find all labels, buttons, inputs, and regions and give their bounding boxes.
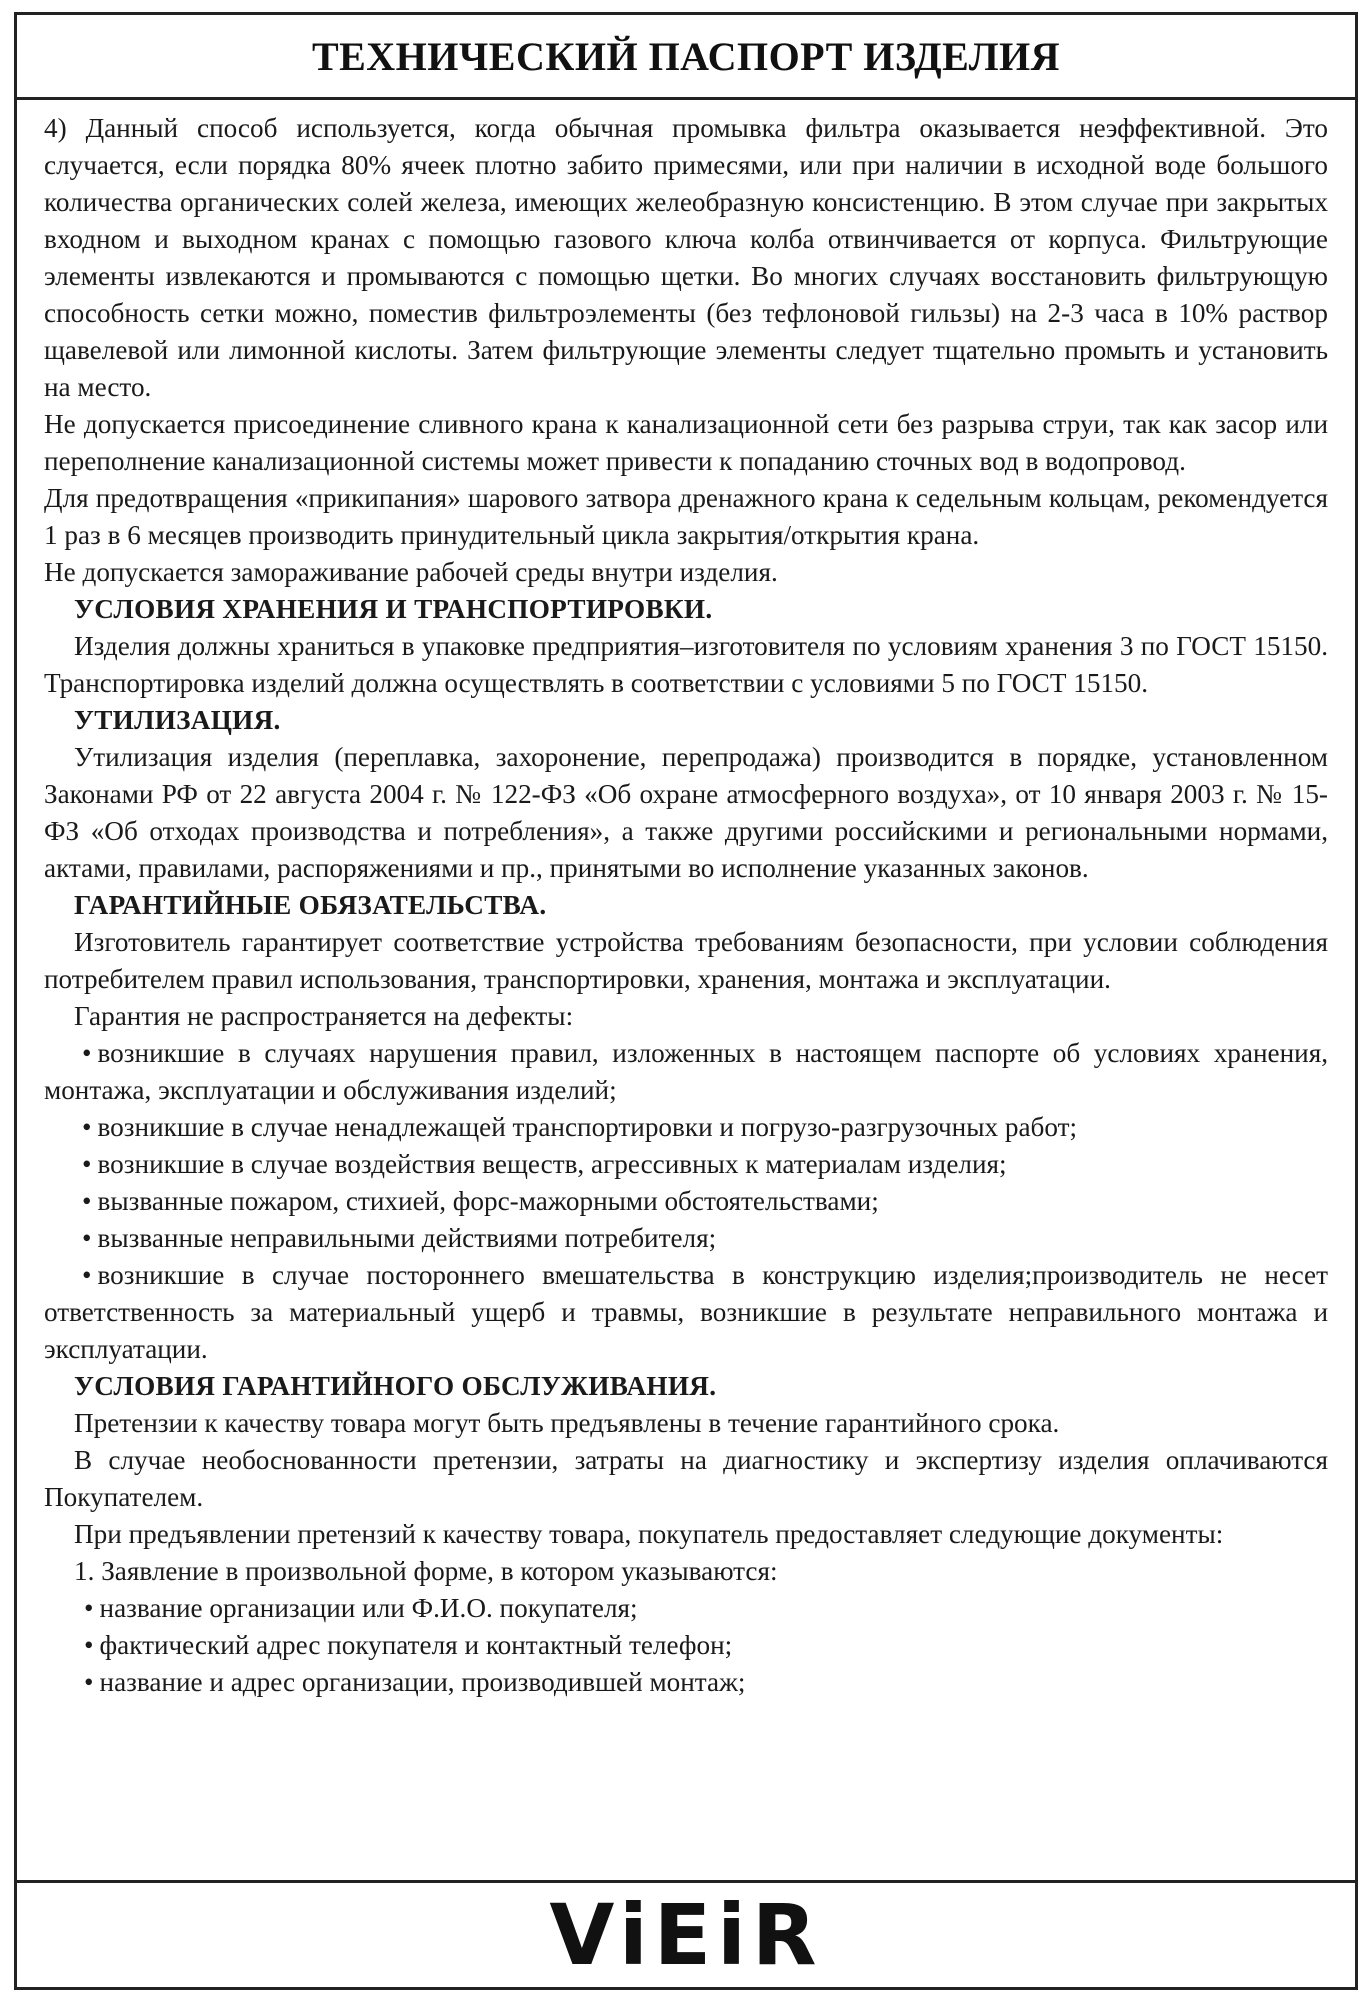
bullet-icon: • — [84, 1630, 94, 1660]
document-body — [17, 100, 1355, 1900]
service-paragraph-costs: В случае необоснованности претензии, затраты на диагностику и экспертизу изделия оплачиваются Покупателем. — [44, 1445, 1328, 1512]
title-bar — [17, 15, 1355, 100]
bullet-icon: • — [82, 1112, 92, 1142]
service-item-1: 1. Заявление в произвольной форме, в котором указываются: — [74, 1556, 778, 1586]
warranty-heading: ГАРАНТИЙНЫЕ ОБЯЗАТЕЛЬСТВА. — [74, 890, 547, 920]
warranty-exclusions-list — [44, 1035, 1328, 1368]
service-item-1-list — [44, 1590, 1328, 1701]
storage-heading: УСЛОВИЯ ХРАНЕНИЯ И ТРАНСПОРТИРОВКИ. — [74, 594, 713, 624]
footer-logo-bar — [17, 1880, 1355, 1987]
list-item: • возникшие в случае постороннего вмешательства в конструкцию изделия;производитель не несет ответственность за материальный ущерб и травмы, возникшие в результате неправильного монтажа и эксплуатации. — [44, 1260, 1328, 1364]
intro-paragraph-valve: Для предотвращения «прикипания» шарового затвора дренажного крана к седельным кольцам, рекомендуется 1 раз в 6 месяцев производить принудительный цикла закрытия/открытия крана. — [44, 483, 1328, 550]
document-page — [14, 12, 1358, 1990]
service-paragraph-term: Претензии к качеству товара могут быть предъявлены в течение гарантийного срока. — [74, 1408, 1060, 1438]
disposal-text: Утилизация изделия (переплавка, захоронение, перепродажа) производится в порядке, установленном Законами РФ от 22 августа 2004 г. № 122-ФЗ «Об охране атмосферного воздуха», от 10 января 2003 г. № 15-ФЗ «Об отходах производства и потребления», а также другими российскими и региональными нормами, актами, правилами, распоряжениями и пр., принятыми во исполнение указанных законов. — [44, 742, 1328, 883]
list-item: • возникшие в случае ненадлежащей транспортировки и погрузо-разгрузочных работ; — [82, 1112, 1078, 1142]
bullet-icon: • — [84, 1593, 94, 1623]
bullet-icon: • — [82, 1260, 92, 1290]
brand-logo: ViEiR — [549, 1886, 823, 1984]
service-paragraph-documents: При предъявлении претензий к качеству товара, покупатель предоставляет следующие документы: — [74, 1519, 1224, 1549]
bullet-icon: • — [82, 1038, 92, 1068]
list-item: • название и адрес организации, производившей монтаж; — [84, 1667, 746, 1697]
bullet-icon: • — [82, 1149, 92, 1179]
bullet-icon: • — [82, 1186, 92, 1216]
warranty-text: Изготовитель гарантирует соответствие устройства требованиям безопасности, при условии соблюдения потребителем правил использования, транспортировки, хранения, монтажа и эксплуатации. — [44, 927, 1328, 994]
disposal-heading: УТИЛИЗАЦИЯ. — [74, 705, 281, 735]
bullet-icon: • — [84, 1667, 94, 1697]
storage-text: Изделия должны храниться в упаковке предприятия–изготовителя по условиям хранения 3 по ГОСТ 15150. Транспортировка изделий должна осуществлять в соответствии с условиями 5 по ГОСТ 15150. — [44, 631, 1328, 698]
list-item: • вызванные пожаром, стихией, форс-мажорными обстоятельствами; — [82, 1186, 879, 1216]
list-item: • фактический адрес покупателя и контактный телефон; — [84, 1630, 733, 1660]
list-item: • возникшие в случаях нарушения правил, изложенных в настоящем паспорте об условиях хранения, монтажа, эксплуатации и обслуживания изделий; — [44, 1038, 1328, 1105]
list-item: • название организации или Ф.И.О. покупателя; — [84, 1593, 638, 1623]
intro-paragraph-drain: Не допускается присоединение сливного крана к канализационной сети без разрыва струи, так как засор или переполнение канализационной системы может привести к попаданию сточных вод в водопровод. — [44, 409, 1328, 476]
bullet-icon: • — [82, 1223, 92, 1253]
intro-paragraph-freezing: Не допускается замораживание рабочей среды внутри изделия. — [44, 557, 778, 587]
intro-paragraph-cleaning: 4) Данный способ используется, когда обычная промывка фильтра оказывается неэффективной. Это случается, если порядка 80% ячеек плотно забито примесями, или при наличии в исходной воде большого количества органических солей железа, имеющих желеобразную консистенцию. В этом случае при закрытых входном и выходном кранах с помощью газового ключа колба отвинчивается от корпуса. Фильтрующие элементы извлекаются и промываются с помощью щетки. Во многих случаях восстановить фильтрующую способность сетки можно, поместив фильтроэлементы (без тефлоновой гильзы) на 2-3 часа в 10% раствор щавелевой или лимонной кислоты. Затем фильтрующие элементы следует тщательно промыть и установить на место. — [44, 113, 1328, 402]
page-title: ТЕХНИЧЕСКИЙ ПАСПОРТ ИЗДЕЛИЯ — [311, 33, 1061, 79]
list-item: • вызванные неправильными действиями потребителя; — [82, 1223, 717, 1253]
list-item: • возникшие в случае воздействия веществ, агрессивных к материалам изделия; — [82, 1149, 1007, 1179]
warranty-exclusions-intro: Гарантия не распространяется на дефекты: — [74, 1001, 574, 1031]
service-heading: УСЛОВИЯ ГАРАНТИЙНОГО ОБСЛУЖИВАНИЯ. — [74, 1371, 717, 1401]
